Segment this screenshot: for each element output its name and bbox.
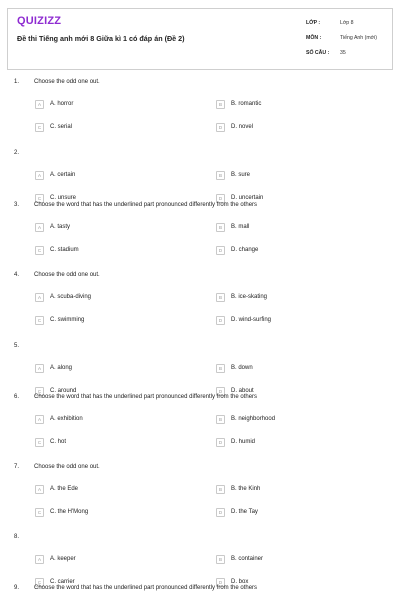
option-letter-box: C — [35, 438, 44, 447]
answer-option-c[interactable] — [35, 245, 79, 255]
question-text: Choose the odd one out. — [34, 272, 100, 278]
option-text: C. carrier — [50, 579, 75, 585]
option-text: C. around — [50, 388, 77, 394]
option-letter-box: C — [35, 194, 44, 203]
option-letter-box: D — [216, 387, 225, 396]
option-letter-box: B — [216, 415, 225, 424]
option-text: C. unsure — [50, 195, 77, 201]
option-text: B. the Kinh — [231, 486, 261, 492]
answer-option-a[interactable] — [35, 170, 75, 180]
answer-option-d[interactable] — [216, 315, 271, 325]
meta-row-count — [306, 45, 390, 60]
option-text: A. exhibition — [50, 416, 83, 422]
worksheet-title: Đề thi Tiếng anh mới 8 Giữa kì 1 có đáp án (Đề 2) — [17, 34, 185, 43]
option-text: A. tasty — [50, 224, 71, 230]
answer-option-a[interactable] — [35, 363, 72, 373]
option-letter-box: D — [216, 246, 225, 255]
option-letter-box: C — [35, 316, 44, 325]
question-number: 3. — [14, 202, 20, 208]
option-text: A. horror — [50, 101, 74, 107]
option-text: D. box — [231, 579, 249, 585]
option-text: D. humid — [231, 439, 256, 445]
question-number: 5. — [14, 343, 20, 349]
question-text: Choose the odd one out. — [34, 79, 100, 85]
question-number: 1. — [14, 79, 20, 85]
option-letter-box: D — [216, 508, 225, 517]
answer-option-a[interactable] — [35, 222, 70, 232]
option-text: B. down — [231, 365, 253, 371]
option-text: D. novel — [231, 124, 254, 130]
option-text: A. keeper — [50, 556, 76, 562]
option-text: A. the Ede — [50, 486, 79, 492]
meta-row-subject — [306, 30, 390, 45]
option-letter-box: C — [35, 123, 44, 132]
option-text: C. serial — [50, 124, 73, 130]
answer-option-b[interactable] — [216, 363, 253, 373]
option-text: D. the Tay — [231, 509, 258, 515]
option-letter-box: D — [216, 316, 225, 325]
option-letter-box: D — [216, 194, 225, 203]
option-text: C. the H'Mong — [50, 509, 89, 515]
answer-option-a[interactable] — [35, 414, 83, 424]
option-text: D. about — [231, 388, 254, 394]
option-text: B. sure — [231, 172, 251, 178]
question-text: Choose the odd one out. — [34, 464, 100, 470]
answer-option-a[interactable] — [35, 554, 76, 564]
option-letter-box: C — [35, 508, 44, 517]
option-letter-box: B — [216, 364, 225, 373]
option-text: B. container — [231, 556, 264, 562]
option-letter-box: C — [35, 578, 44, 587]
option-text: B. ice-skating — [231, 294, 268, 300]
option-text: A. along — [50, 365, 73, 371]
option-letter-box: A — [35, 485, 44, 494]
answer-option-d[interactable] — [216, 507, 258, 517]
question-number: 9. — [14, 585, 20, 591]
answer-option-b[interactable] — [216, 292, 267, 302]
option-text: B. neighborhood — [231, 416, 276, 422]
option-text: D. wind-surfing — [231, 317, 272, 323]
answer-option-a[interactable] — [35, 484, 78, 494]
question-number: 8. — [14, 534, 20, 540]
answer-option-a[interactable] — [35, 292, 91, 302]
meta-row-class — [306, 15, 390, 30]
option-letter-box: D — [216, 123, 225, 132]
option-letter-box: A — [35, 171, 44, 180]
option-letter-box: A — [35, 100, 44, 109]
option-text: B. romantic — [231, 101, 262, 107]
option-text: A. certain — [50, 172, 76, 178]
option-text: B. mall — [231, 224, 250, 230]
answer-option-b[interactable] — [216, 222, 249, 232]
answer-option-b[interactable] — [216, 170, 250, 180]
option-letter-box: A — [35, 415, 44, 424]
answer-option-d[interactable] — [216, 437, 255, 447]
option-text: D. uncertain — [231, 195, 264, 201]
option-text: A. scuba-diving — [50, 294, 92, 300]
question-number: 7. — [14, 464, 20, 470]
meta-label: SỐ CÂU : — [306, 49, 330, 56]
option-text: C. stadium — [50, 247, 79, 253]
question-number: 4. — [14, 272, 20, 278]
option-letter-box: B — [216, 555, 225, 564]
option-letter-box: A — [35, 223, 44, 232]
option-text: C. swimming — [50, 317, 85, 323]
answer-option-a[interactable] — [35, 99, 73, 109]
answer-option-c[interactable] — [35, 507, 88, 517]
option-letter-box: A — [35, 364, 44, 373]
option-letter-box: C — [35, 387, 44, 396]
answer-option-c[interactable] — [35, 122, 72, 132]
question-text: Choose the word that has the underlined part pronounced differently from the others — [34, 202, 258, 208]
option-letter-box: C — [35, 246, 44, 255]
answer-option-c[interactable] — [35, 315, 84, 325]
question-number: 6. — [14, 394, 20, 400]
answer-option-b[interactable] — [216, 99, 261, 109]
meta-value: Tiếng Anh (mới) — [340, 34, 377, 41]
option-letter-box: A — [35, 293, 44, 302]
option-text: C. hot — [50, 439, 67, 445]
meta-label: LỚP : — [306, 19, 321, 26]
quizizz-logo: QUIZIZZ — [17, 15, 62, 27]
answer-option-b[interactable] — [216, 414, 275, 424]
answer-option-b[interactable] — [216, 484, 260, 494]
meta-label: MÔN : — [306, 34, 322, 41]
answer-option-b[interactable] — [216, 554, 263, 564]
question-text: Choose the word that has the underlined part pronounced differently from the others — [34, 394, 258, 400]
answer-option-c[interactable] — [35, 437, 66, 447]
question-text: Choose the word that has the underlined part pronounced differently from the others — [34, 585, 258, 591]
question-number: 2. — [14, 150, 20, 156]
answer-option-d[interactable] — [216, 245, 258, 255]
worksheet-header — [7, 8, 393, 70]
option-letter-box: A — [35, 555, 44, 564]
option-letter-box: B — [216, 485, 225, 494]
option-letter-box: B — [216, 223, 225, 232]
meta-value: 35 — [340, 49, 346, 56]
meta-value: Lớp 8 — [340, 19, 354, 26]
option-letter-box: D — [216, 578, 225, 587]
option-letter-box: B — [216, 100, 225, 109]
option-letter-box: D — [216, 438, 225, 447]
option-letter-box: B — [216, 171, 225, 180]
option-text: D. change — [231, 247, 259, 253]
worksheet-meta — [306, 15, 390, 60]
answer-option-d[interactable] — [216, 122, 253, 132]
option-letter-box: B — [216, 293, 225, 302]
